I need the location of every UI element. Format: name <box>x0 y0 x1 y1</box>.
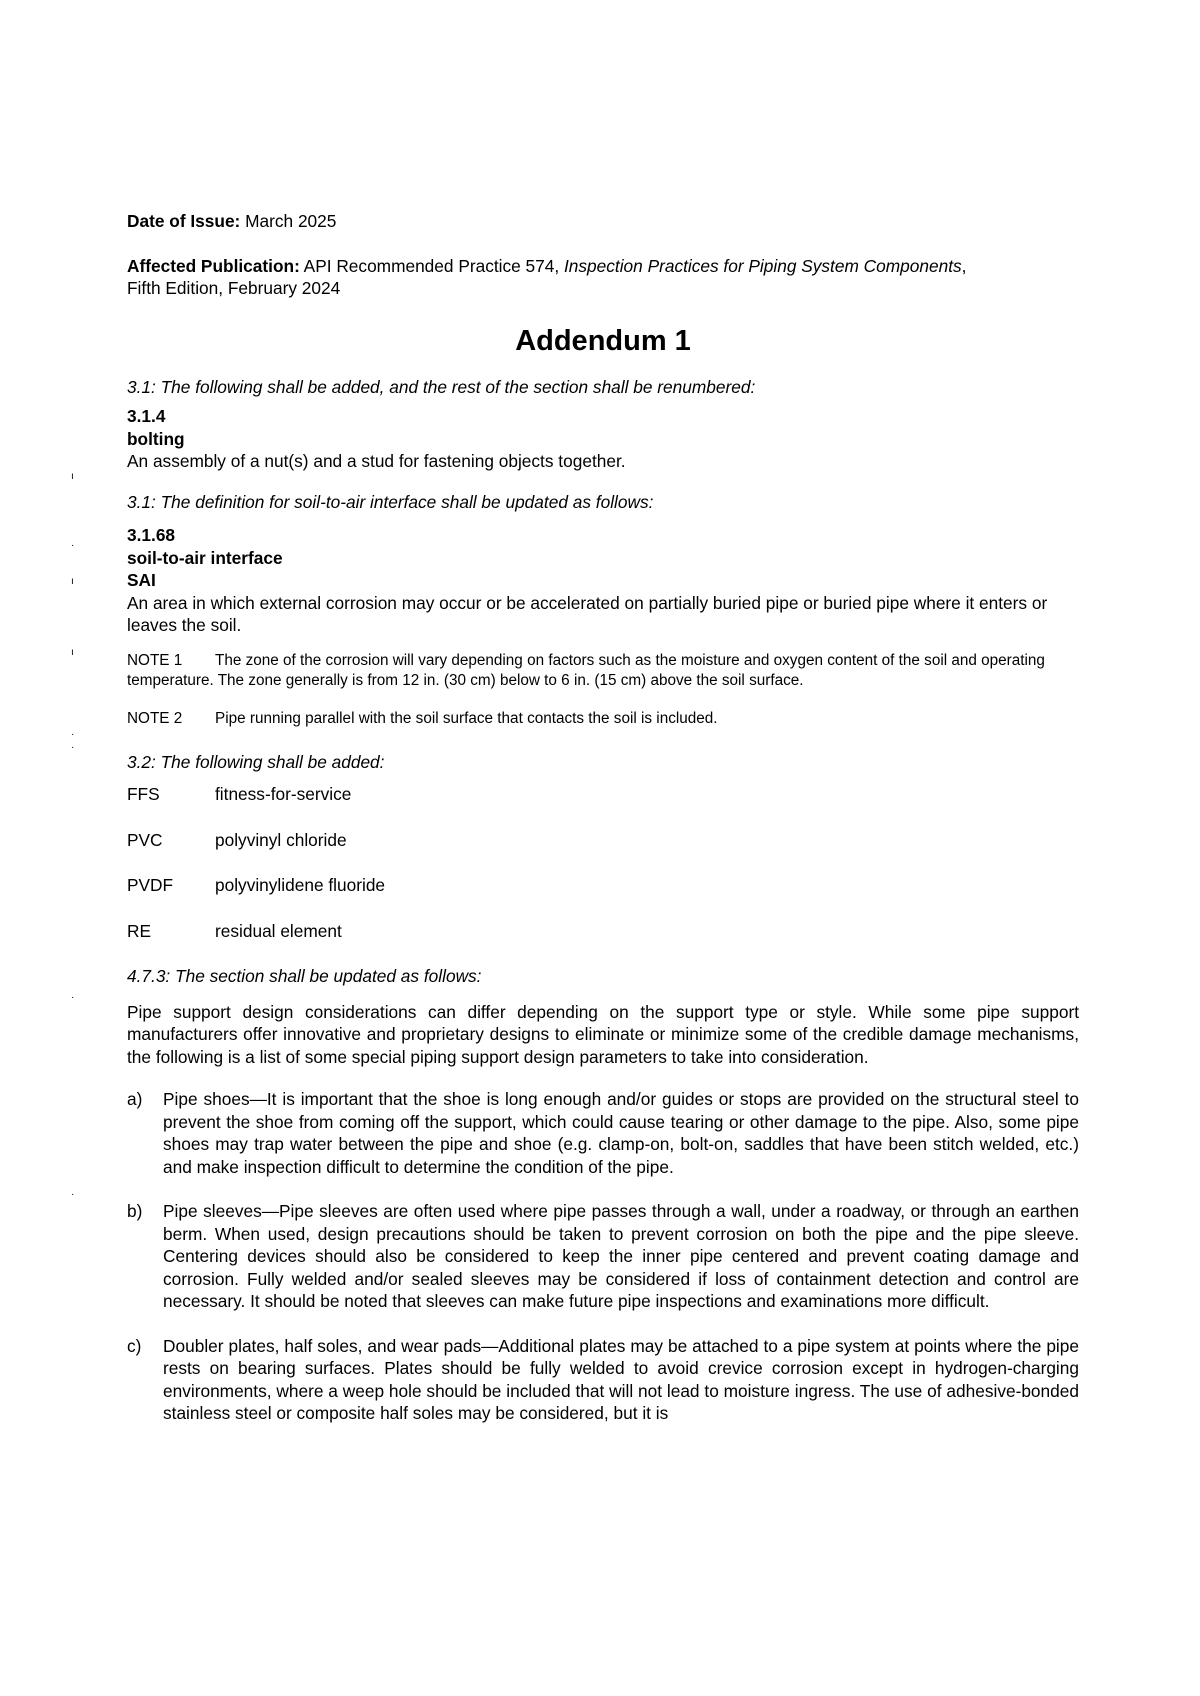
abbreviation-entry <box>127 920 1079 943</box>
change-mark: · <box>71 1189 75 1200</box>
list-item <box>127 1088 1079 1178</box>
list-item <box>127 1200 1079 1313</box>
pub-label: Affected Publication: <box>127 255 300 276</box>
definition-text: An assembly of a nut(s) and a stud for fastening objects together. <box>127 451 626 471</box>
section-instruction: 3.1: The following shall be added, and the rest of the section shall be renumbered: <box>127 376 756 397</box>
list-marker: b) <box>127 1201 143 1221</box>
note-2 <box>127 709 1079 729</box>
note-text: The zone of the corrosion will vary depending on factors such as the moisture and oxygen content of the soil and operating temperature. The zone generally is from 12 in. (30 cm) below to 6 in. (15 cm) above the soil surface. <box>127 651 1045 689</box>
page-title: Addendum 1 <box>515 324 691 357</box>
note-label: NOTE 2 <box>127 709 183 727</box>
definition-term: soil-to-air interface <box>127 547 283 568</box>
list-item-text: Pipe shoes—It is important that the shoe is long enough and/or guides or stops are provided on the structural steel to prevent the shoe from coming off the support, which could cause tearing or other damage to the pipe. Also, some pipe shoes may trap water between the pipe and shoe (e.g. clamp-on, bolt-on, saddles that have been stitch welded, etc.) and make inspection difficult to determine the condition of the pipe. <box>163 1089 1079 1177</box>
pub-comma: , <box>961 255 967 276</box>
section-instruction: 4.7.3: The section shall be updated as follows: <box>127 966 482 986</box>
date-of-issue <box>127 210 1079 233</box>
note-text: Pipe running parallel with the soil surface that contacts the soil is included. <box>215 709 718 727</box>
document-page <box>127 210 1079 1425</box>
definition-term: bolting <box>127 428 185 449</box>
pub-title: Inspection Practices for Piping System Components <box>563 255 962 276</box>
definition-number: 3.1.4 <box>127 406 166 426</box>
date-label: Date of Issue: <box>127 211 241 231</box>
change-mark: ı <box>71 471 74 482</box>
abbreviation-term: FFS <box>127 784 160 804</box>
section-instruction: 3.2: The following shall be added: <box>127 751 385 772</box>
abbreviation-entry <box>127 829 1079 852</box>
abbreviation-term: PVDF <box>127 875 174 895</box>
date-value: March 2025 <box>240 211 337 231</box>
change-mark: ı <box>71 576 74 587</box>
abbreviation-list <box>127 783 1079 942</box>
list-item <box>127 1335 1079 1425</box>
note-label: NOTE 1 <box>127 651 183 669</box>
list-item-text: Pipe sleeves—Pipe sleeves are often used where pipe passes through a wall, under a roadway, or through an earthen berm. When used, design precautions should be taken to prevent corrosion on both the pipe and the pipe sleeve. Centering devices should also be considered to keep the inner pipe centered and prevent coating damage and corrosion. Fully welded and/or sealed sleeves may be considered if loss of containment detection and control are necessary. It should be noted that sleeves can make future pipe inspections and examinations more difficult. <box>163 1201 1079 1311</box>
change-mark: ı <box>71 647 74 658</box>
definition-number: 3.1.68 <box>127 525 176 545</box>
note-1 <box>127 651 1079 691</box>
abbreviation-entry <box>127 874 1079 897</box>
change-mark: · <box>71 992 75 1003</box>
section-instruction: 3.1: The definition for soil-to-air interface shall be updated as follows: <box>127 491 654 512</box>
list-marker: a) <box>127 1089 143 1109</box>
abbreviation-meaning: polyvinyl chloride <box>215 829 347 850</box>
pub-edition: Fifth Edition, February 2024 <box>127 278 341 298</box>
abbreviation-meaning: residual element <box>215 920 342 941</box>
list-marker: c) <box>127 1335 142 1356</box>
change-mark: · <box>71 540 75 551</box>
abbreviation-term: RE <box>127 920 152 941</box>
change-mark: · <box>71 729 75 740</box>
design-parameter-list <box>127 1088 1079 1425</box>
abbreviation-meaning: polyvinylidene fluoride <box>215 875 386 895</box>
definition-abbreviation: SAI <box>127 570 156 590</box>
change-mark: · <box>71 742 75 753</box>
abbreviation-entry <box>127 783 1079 806</box>
list-item-text: Doubler plates, half soles, and wear pads—Additional plates may be attached to a pipe system at points where the pipe rests on bearing surfaces. Plates should be fully welded to avoid crevice corrosion except in hydrogen-charging environments, where a weep hole should be included that will not lead to moisture ingress. The use of adhesive-bonded stainless steel or composite half soles may be considered, but it is <box>163 1335 1079 1423</box>
body-paragraph: Pipe support design considerations can differ depending on the support type or style. While some pipe support manufacturers offer innovative and proprietary designs to eliminate or minimize some of the credible damage mechanisms, the following is a list of some special piping support design parameters to take into consideration. <box>127 1001 1079 1067</box>
affected-publication <box>127 255 1079 300</box>
pub-value: API Recommended Practice 574, <box>299 255 564 276</box>
abbreviation-meaning: fitness-for-service <box>215 784 352 804</box>
definition-text: An area in which external corrosion may occur or be accelerated on partially buried pipe or buried pipe where it enters or leaves the soil. <box>127 592 1048 635</box>
abbreviation-term: PVC <box>127 829 163 850</box>
